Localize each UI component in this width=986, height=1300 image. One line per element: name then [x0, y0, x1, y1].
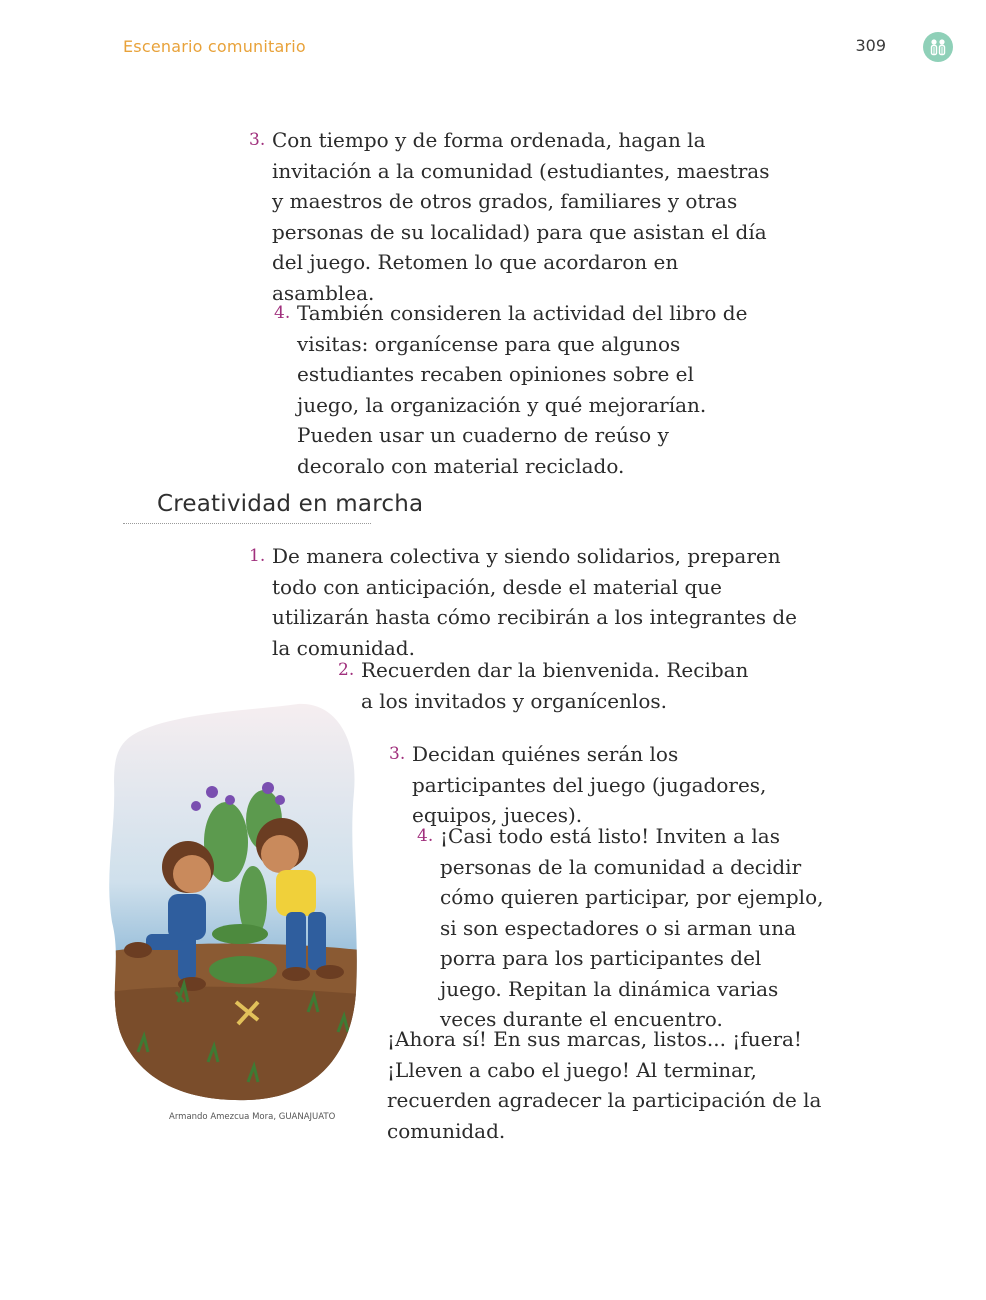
- list-item-number: 3.: [249, 130, 266, 150]
- list-item: [274, 298, 759, 481]
- list-item-text: ¡Casi todo está listo! Inviten a las personas de la comunidad a decidir cómo quieren participar, por ejemplo, si son espectadores o si arman una porra para los participantes del juego. Repitan la dinámica varias veces durante el encuentro.: [440, 824, 824, 1031]
- list-item-number: 3.: [389, 744, 406, 764]
- list-item-text: Con tiempo y de forma ordenada, hagan la invitación a la comunidad (estudiantes, maestras y maestros de otros grados, familiares y otras personas de su localidad) para que asistan el día del juego. Retomen lo que acordaron en asamblea.: [272, 128, 770, 305]
- list-item-text: De manera colectiva y siendo solidarios, preparen todo con anticipación, desde el material que utilizarán hasta cómo recibirán a los integrantes de la comunidad.: [272, 544, 797, 660]
- list-item: [417, 821, 824, 1035]
- list-item-text: También consideren la actividad del libro de visitas: organícense para que algunos estudiantes recaben opiniones sobre el juego, la organización y qué mejorarían. Pueden usar un cuaderno de reúso y decoralo con material reciclado.: [297, 301, 748, 478]
- list-item: [249, 125, 772, 308]
- list-item-number: 1.: [249, 546, 266, 566]
- list-item: [249, 541, 802, 663]
- list-item-number: 4.: [274, 303, 291, 323]
- section-title: Creatividad en marcha: [157, 491, 424, 517]
- list-item-number: 2.: [338, 660, 355, 680]
- list-item-text: Decidan quiénes serán los participantes del juego (jugadores, equipos, jueces).: [412, 742, 767, 827]
- illustration-credit: Armando Amezcua Mora, GUANAJUATO: [169, 1112, 336, 1122]
- page-number: 309: [855, 36, 886, 55]
- list-item-text: Recuerden dar la bienvenida. Reciban a los invitados y organícenlos.: [361, 658, 749, 713]
- list-item: [389, 739, 774, 831]
- list-item: [338, 655, 761, 716]
- community-people-icon: [923, 32, 953, 62]
- closing-paragraph: ¡Ahora sí! En sus marcas, listos... ¡fuera! ¡Lleven a cabo el juego! Al terminar, recuerden agradecer la participación de la comunidad.: [387, 1027, 822, 1143]
- children-playing-illustration: [108, 702, 360, 1102]
- header-scenario-label: Escenario comunitario: [123, 37, 306, 56]
- section-divider: [123, 523, 371, 524]
- list-item-number: 4.: [417, 826, 434, 846]
